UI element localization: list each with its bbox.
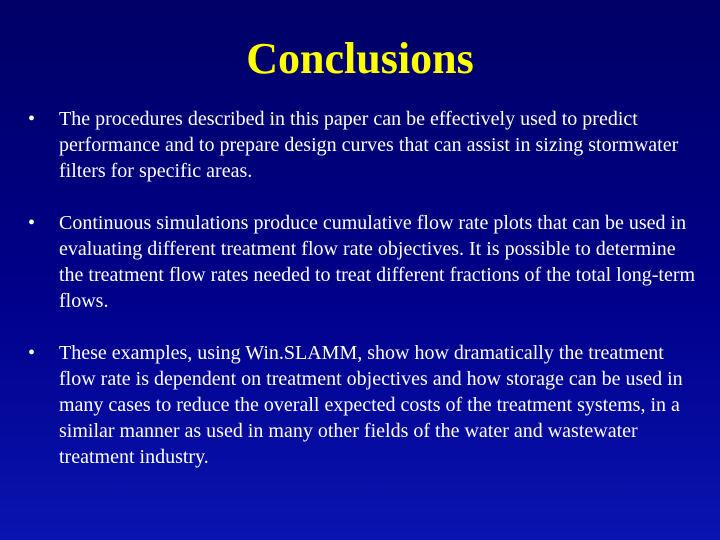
bullet-icon: • bbox=[28, 108, 36, 130]
bullet-icon: • bbox=[28, 342, 36, 364]
bullet-item-3 bbox=[28, 340, 698, 470]
slide-title: Conclusions bbox=[246, 34, 474, 83]
bullet-text: Continuous simulations produce cumulative flow rate plots that can be used in evaluating different treatment flow rate objectives. It is possible to determine the treatment flow rates needed to treat different fractions of the total long-term flows. bbox=[59, 212, 696, 312]
bullet-item-2 bbox=[28, 210, 698, 314]
bullet-item-1 bbox=[28, 106, 698, 184]
bullet-list bbox=[28, 106, 698, 496]
bullet-text: These examples, using Win.SLAMM, show how dramatically the treatment flow rate is dependent on treatment objectives and how storage can be used in many cases to reduce the overall expected costs of the treatment systems, in a similar manner as used in many other fields of the water and wastewater treatment industry. bbox=[59, 342, 683, 468]
bullet-text: The procedures described in this paper can be effectively used to predict performance and to prepare design curves that can assist in sizing stormwater filters for specific areas. bbox=[59, 108, 679, 182]
bullet-icon: • bbox=[28, 212, 36, 234]
